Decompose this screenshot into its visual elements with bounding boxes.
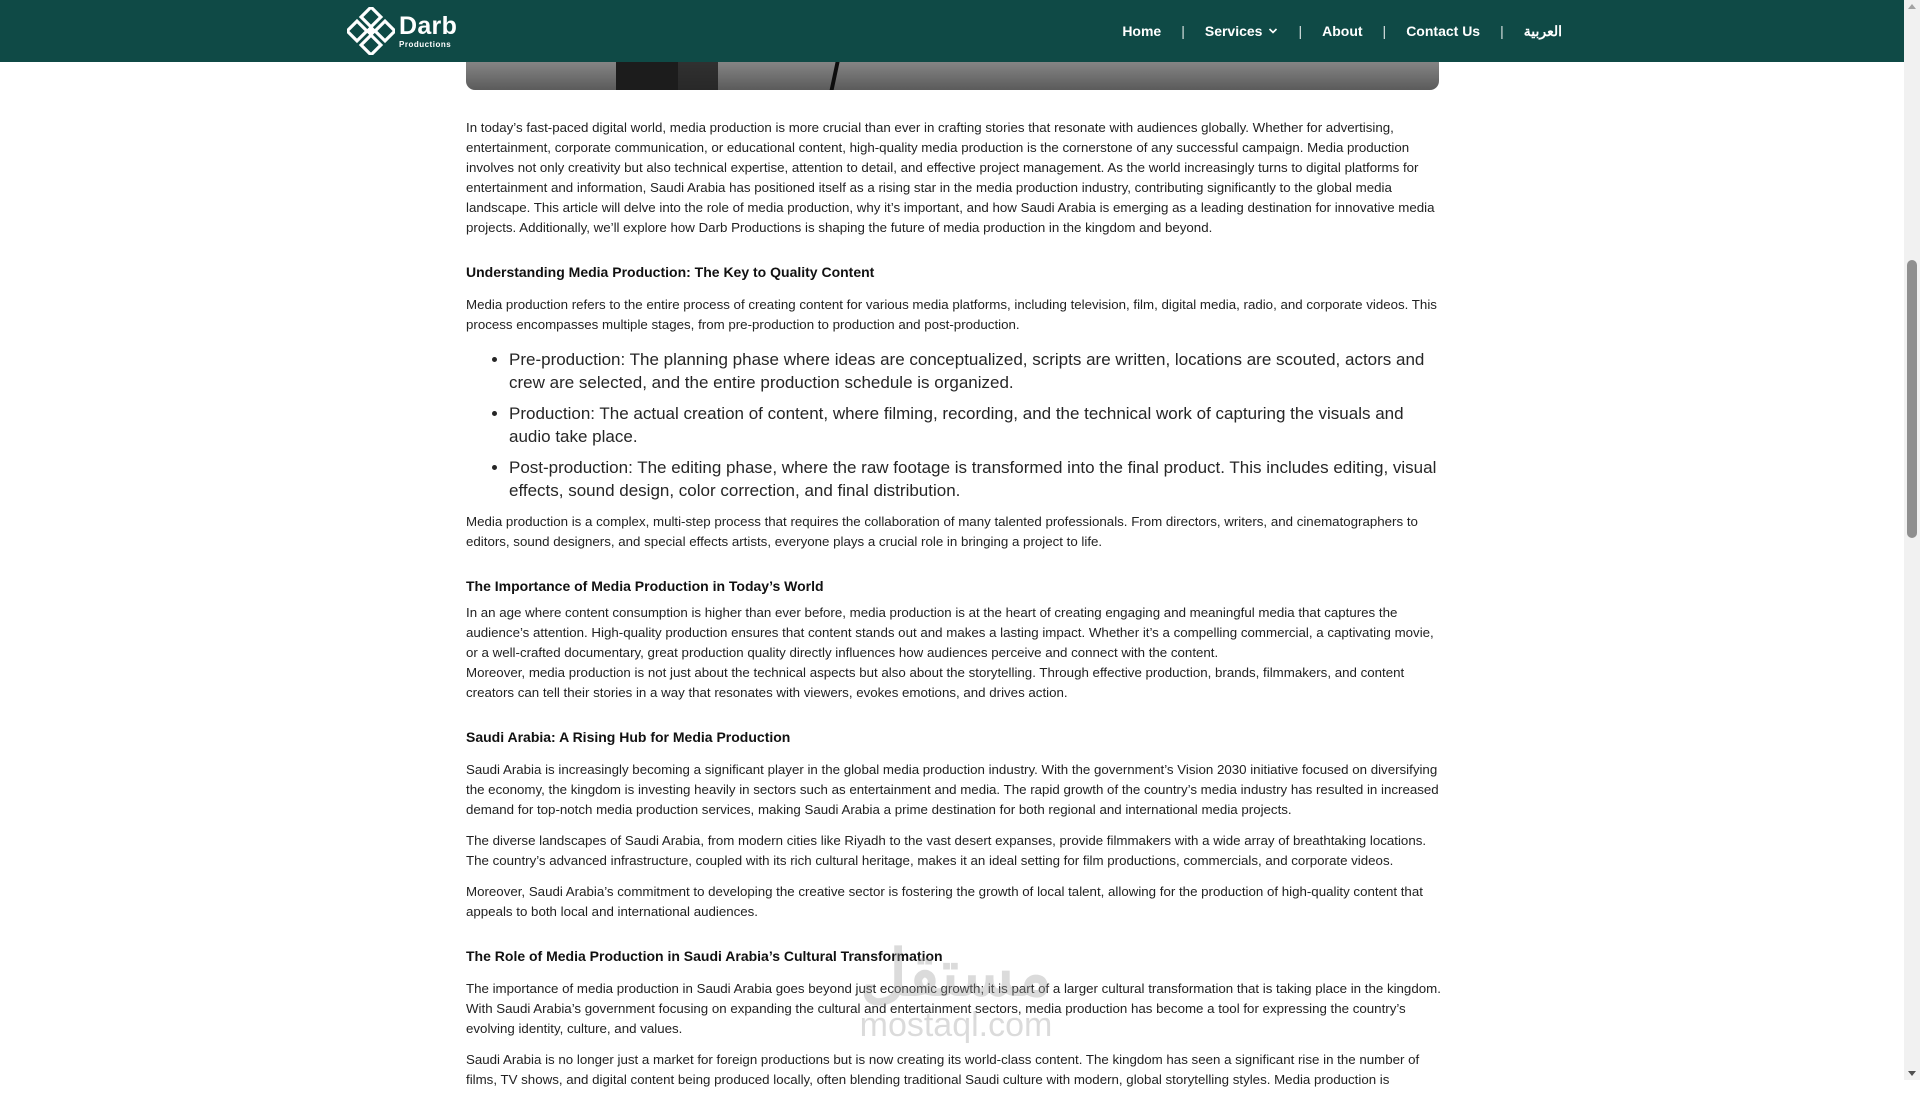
paragraph: Saudi Arabia is no longer just a market for foreign productions but is now creating its world-class content. The kingdom has seen a significant rise in the number of films, TV shows, and digital content being produced locally, often blending traditional Saudi culture with modern, global storytelling styles. Media production is — [466, 1052, 1420, 1087]
nav-services-label: Services — [1204, 23, 1263, 39]
scroll-down-arrow-icon[interactable] — [1908, 1071, 1916, 1076]
paragraph: Moreover, media production is not just about the technical aspects but also about the storytelling. Through effective production, brands, filmmakers, and content creators can tell their stories in a way that resonates with viewers, evokes emotions, and drives action. — [466, 665, 1405, 700]
section-heading: Understanding Media Production: The Key to Quality Content — [466, 264, 875, 280]
watermark-arabic: مستقل — [860, 937, 1052, 1009]
paragraph: In an age where content consumption is higher than ever before, media production is at the heart of creating engaging and meaningful media that captures the audience’s attention. High-quality production ensures that content stands out and makes a lasting impact. Whether it’s a compelling commercial, a captivating movie, or a well-crafted documentary, great production quality directly influences how audiences perceive and connect with the content. — [466, 605, 1434, 660]
article-body — [466, 118, 1442, 1101]
nav-language-arabic[interactable]: العربية — [1523, 22, 1562, 39]
paragraph: Moreover, Saudi Arabia’s commitment to developing the creative sector is fostering the growth of local talent, allowing for the production of high-quality content that appeals to both local and international audiences. — [466, 884, 1423, 919]
nav-separator: | — [1382, 23, 1387, 39]
scroll-up-arrow-icon[interactable] — [1908, 4, 1916, 9]
list-item: • Post-production: The editing phase, where the raw footage is transformed into the final product. This includes editing, visual effects, sound design, color correction, and final distribution. — [509, 456, 1442, 502]
list-item: • Production: The actual creation of content, where filming, recording, and the technical work of capturing the visuals and audio take place. — [509, 402, 1442, 448]
nav-services[interactable] — [1205, 23, 1279, 39]
section-heading: The Importance of Media Production in Today’s World — [466, 578, 824, 594]
main-menu — [1122, 0, 1562, 62]
nav-separator: | — [1298, 23, 1303, 39]
chevron-down-icon — [1268, 26, 1278, 36]
paragraph: Saudi Arabia is increasingly becoming a significant player in the global media production industry. With the government’s Vision 2030 initiative focused on diversifying the economy, the kingdom is investing heavily in sectors such as entertainment and media. The rapid growth of the country’s media industry has resulted in increased demand for top-notch media production services, making Saudi Arabia a prime destination for both regional and international media projects. — [466, 762, 1439, 817]
nav-contact-us[interactable]: Contact Us — [1406, 23, 1481, 39]
brand-logo[interactable] — [347, 7, 457, 55]
nav-separator: | — [1500, 23, 1504, 39]
production-stages-list — [466, 348, 1442, 502]
brand-name: Darb — [399, 11, 458, 40]
nav-separator: | — [1181, 23, 1185, 39]
nav-about[interactable]: About — [1322, 23, 1363, 39]
intro-paragraph: In today’s fast-paced digital world, media production is more crucial than ever in crafting stories that resonate with audiences globally. Whether for advertising, entertainment, corporate communication, or educational content, high-quality media production is the cornerstone of any successful campaign. Media production involves not only creativity but also technical expertise, attention to detail, and effective project management. As the world increasingly turns to digital platforms for entertainment and information, Saudi Arabia has positioned itself as a rising star in the media production industry, contributing significantly to the global media landscape. This article will delve into the role of media production, why it’s important, and how Saudi Arabia is emerging as a leading destination for innovative media projects. Additionally, we’ll explore how Darb Productions is shaping the future of media production in the kingdom and beyond. — [466, 120, 1435, 235]
section-heading: Saudi Arabia: A Rising Hub for Media Production — [466, 729, 791, 745]
section-heading: The Role of Media Production in Saudi Arabia’s Cultural Transformation — [466, 948, 943, 964]
brand-tagline: Productions — [399, 39, 452, 49]
paragraph: Media production is a complex, multi-step process that requires the collaboration of many talented professionals. From directors, writers, and cinematographers to editors, sound designers, and special effects artists, everyone plays a crucial role in bringing a project to life. — [466, 514, 1418, 549]
page-scrollbar[interactable] — [1904, 0, 1920, 1080]
paragraph: Media production refers to the entire process of creating content for various media platforms, including television, film, digital media, radio, and corporate videos. This process encompasses multiple stages, from pre-production to production and post-production. — [466, 297, 1437, 332]
diamond-knot-logo-icon — [347, 7, 395, 55]
paragraph: The importance of media production in Saudi Arabia goes beyond just economic growth; it is part of a larger cultural transformation that is taking place in the kingdom. With Saudi Arabia’s government focusing on expanding the cultural and entertainment sectors, media production has become a tool for expressing the country’s evolving identity, culture, and values. — [466, 981, 1441, 1036]
watermark-latin: mostaql.com — [859, 1006, 1053, 1044]
paragraph: The diverse landscapes of Saudi Arabia, from modern cities like Riyadh to the vast desert expanses, provide filmmakers with a wide array of breathtaking locations. The country’s advanced infrastructure, coupled with its rich cultural heritage, makes it an ideal setting for film productions, commercials, and corporate videos. — [466, 833, 1427, 868]
scroll-thumb[interactable] — [1907, 260, 1917, 538]
nav-home[interactable]: Home — [1122, 23, 1162, 39]
list-item: • Pre-production: The planning phase where ideas are conceptualized, scripts are written, locations are scouted, actors and crew are selected, and the entire production schedule is organized. — [509, 348, 1442, 394]
top-navigation-bar — [0, 0, 1904, 62]
